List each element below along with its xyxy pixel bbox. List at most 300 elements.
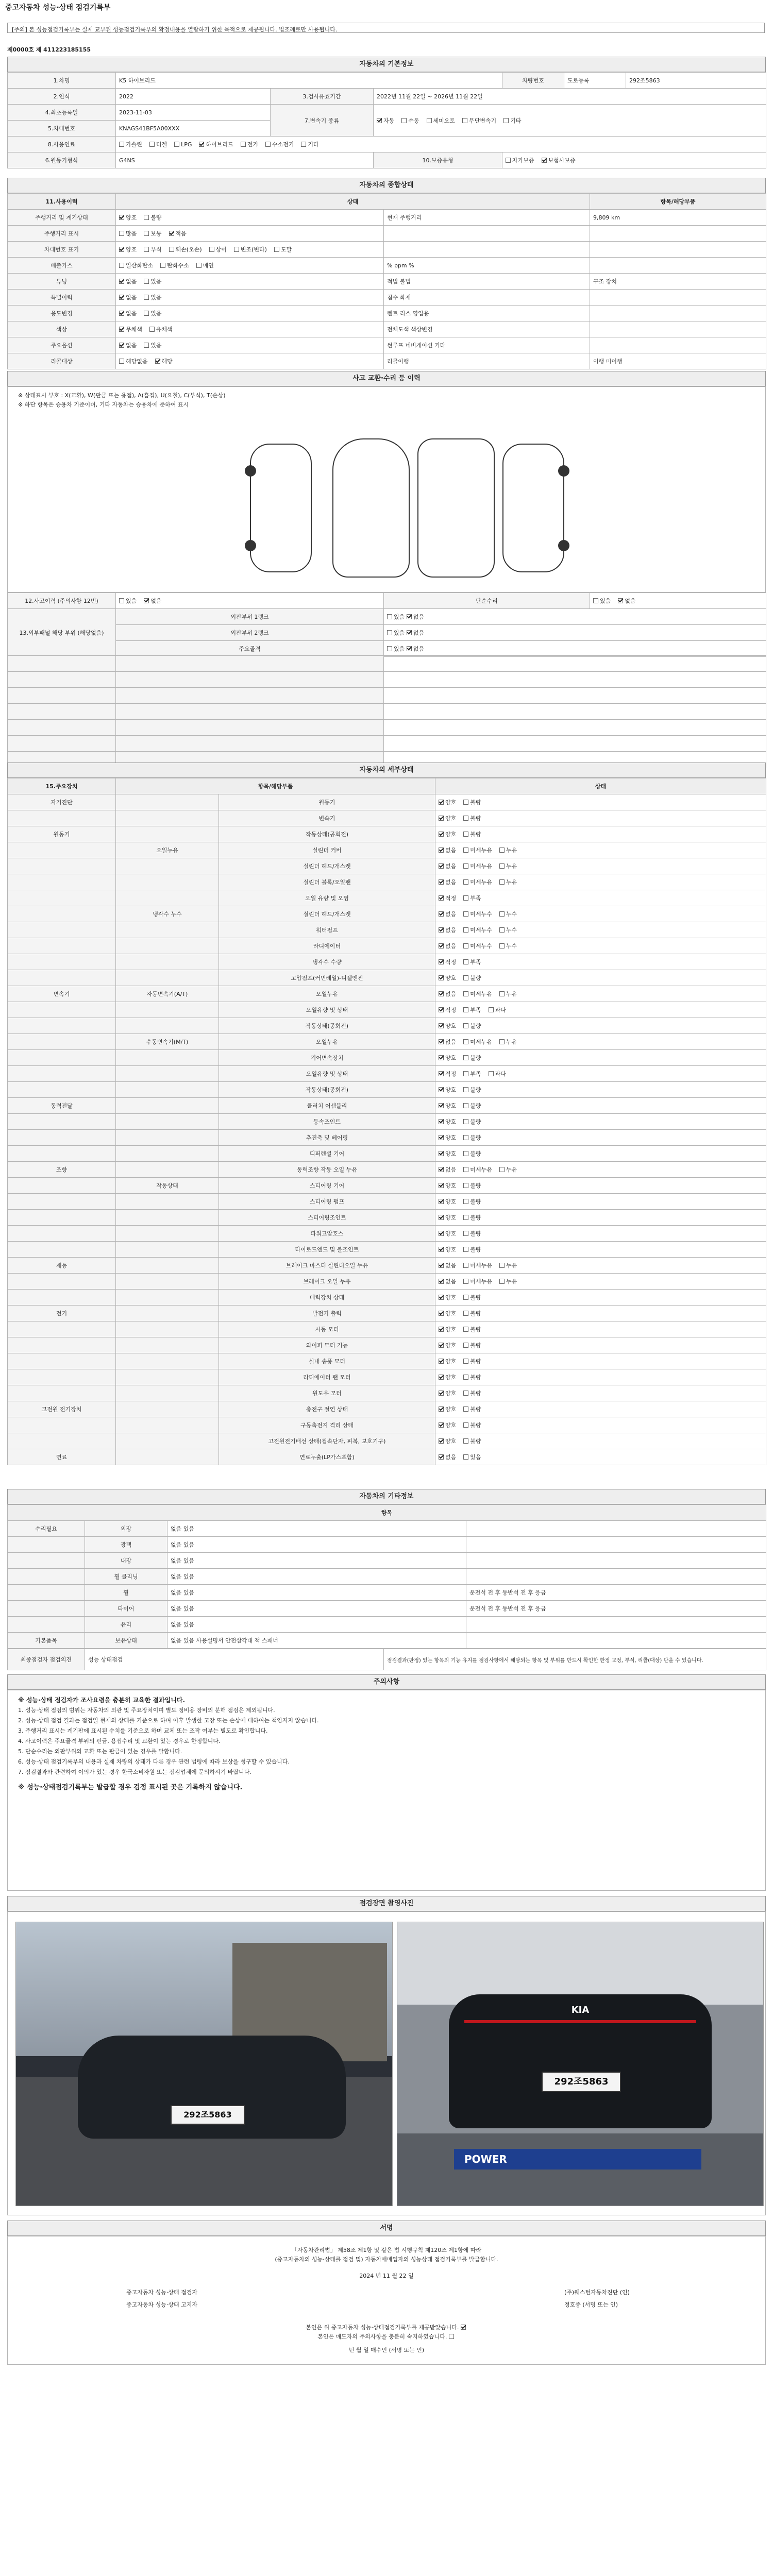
detail-state-checkbox[interactable] <box>463 1327 468 1332</box>
detail-state-option[interactable] <box>439 830 456 838</box>
detail-state-option[interactable] <box>439 1117 456 1126</box>
detail-state-checkbox[interactable] <box>463 1135 468 1140</box>
summary-checkbox[interactable] <box>169 231 174 236</box>
summary-checkbox[interactable] <box>144 295 149 300</box>
summary-option[interactable] <box>169 245 202 253</box>
detail-state-checkbox[interactable] <box>439 943 444 948</box>
detail-state-checkbox[interactable] <box>463 895 468 901</box>
detail-state-option[interactable] <box>439 814 456 822</box>
detail-state-label: 양호 <box>445 1326 457 1333</box>
summary-option[interactable] <box>274 245 292 253</box>
detail-state-checkbox[interactable] <box>439 816 444 821</box>
summary-checkbox[interactable] <box>160 263 165 268</box>
detail-state-checkbox[interactable] <box>439 800 444 805</box>
detail-state-checkbox[interactable] <box>439 1343 444 1348</box>
detail-state-option[interactable] <box>463 814 481 822</box>
fuel-checkbox[interactable] <box>149 142 155 147</box>
detail-state-option[interactable] <box>439 1357 456 1365</box>
detail-subpart <box>116 1066 219 1082</box>
summary-checkbox[interactable] <box>155 359 160 364</box>
detail-state-checkbox[interactable] <box>439 1087 444 1092</box>
transmission-checkbox[interactable] <box>401 118 407 123</box>
detail-state-checkbox[interactable] <box>463 959 468 964</box>
simple-repair-option[interactable] <box>593 597 611 605</box>
detail-state-checkbox[interactable] <box>463 1343 468 1348</box>
detail-state-option[interactable] <box>439 1389 456 1397</box>
transmission-option[interactable] <box>462 116 496 125</box>
detail-state-option[interactable] <box>489 1006 506 1014</box>
detail-state-checkbox[interactable] <box>463 1199 468 1204</box>
detail-state-option[interactable] <box>463 1453 481 1461</box>
transmission-checkbox[interactable] <box>503 118 509 123</box>
detail-state-checkbox[interactable] <box>439 1199 444 1204</box>
detail-state-checkbox[interactable] <box>463 1295 468 1300</box>
detail-state-option[interactable] <box>463 1149 481 1158</box>
detail-state-option[interactable] <box>463 1389 481 1397</box>
summary-checkbox[interactable] <box>119 327 124 332</box>
summary-option[interactable] <box>144 341 161 349</box>
summary-item-state <box>116 337 384 353</box>
detail-state-checkbox[interactable] <box>439 1215 444 1220</box>
detail-state-option[interactable] <box>499 1277 517 1285</box>
detail-state-option[interactable] <box>463 1357 481 1365</box>
detail-state-checkbox[interactable] <box>499 1263 505 1268</box>
detail-state-option[interactable] <box>439 1038 456 1046</box>
fuel-option[interactable] <box>119 140 142 148</box>
detail-state-option[interactable] <box>499 846 517 854</box>
warranty-type-checkbox[interactable] <box>506 158 511 163</box>
detail-state-option[interactable] <box>463 1245 481 1253</box>
detail-state-option[interactable] <box>439 1165 456 1174</box>
summary-option[interactable] <box>119 229 137 238</box>
detail-state-checkbox[interactable] <box>463 1391 468 1396</box>
detail-state-checkbox[interactable] <box>489 1071 494 1076</box>
detail-state-option[interactable] <box>439 974 456 982</box>
summary-option[interactable] <box>119 293 137 301</box>
detail-state-option[interactable] <box>439 894 456 902</box>
detail-state-checkbox[interactable] <box>463 1215 468 1220</box>
detail-state-checkbox[interactable] <box>439 1007 444 1012</box>
detail-state-option[interactable] <box>439 1229 456 1238</box>
detail-state-checkbox[interactable] <box>463 1311 468 1316</box>
summary-checkbox[interactable] <box>119 231 124 236</box>
detail-state-checkbox[interactable] <box>439 911 444 917</box>
detail-state-checkbox[interactable] <box>499 848 505 853</box>
summary-checkbox[interactable] <box>144 215 149 220</box>
detail-state-checkbox[interactable] <box>463 911 468 917</box>
detail-state-option[interactable] <box>499 910 517 918</box>
detail-state-checkbox[interactable] <box>463 1103 468 1108</box>
detail-state-checkbox[interactable] <box>499 1167 505 1172</box>
simple-repair-checkbox[interactable] <box>593 598 598 603</box>
detail-state-checkbox[interactable] <box>463 863 468 869</box>
summary-option[interactable] <box>119 245 137 253</box>
detail-state-option[interactable] <box>463 878 492 886</box>
agree-checkbox[interactable] <box>449 2334 454 2339</box>
transmission-checkbox[interactable] <box>462 118 467 123</box>
summary-option[interactable] <box>119 325 142 333</box>
detail-state-option[interactable] <box>463 942 492 950</box>
simple-repair-checkbox[interactable] <box>618 598 623 603</box>
summary-checkbox[interactable] <box>119 295 124 300</box>
detail-state-checkbox[interactable] <box>439 832 444 837</box>
detail-state-option[interactable] <box>499 1261 517 1269</box>
detail-state-option[interactable] <box>463 1022 481 1030</box>
detail-state-checkbox[interactable] <box>439 1039 444 1044</box>
detail-state-checkbox[interactable] <box>439 1311 444 1316</box>
fuel-checkbox[interactable] <box>241 142 246 147</box>
fuel-checkbox[interactable] <box>301 142 306 147</box>
warranty-type-option[interactable] <box>506 156 534 164</box>
detail-state-option[interactable] <box>463 1437 481 1445</box>
detail-state-option[interactable] <box>439 846 456 854</box>
detail-state <box>435 1226 766 1242</box>
detail-state-checkbox[interactable] <box>439 959 444 964</box>
detail-state-checkbox[interactable] <box>439 975 444 980</box>
detail-state-label: 없음 <box>445 991 457 997</box>
detail-state-checkbox[interactable] <box>499 991 505 996</box>
simple-repair-option[interactable] <box>618 597 635 605</box>
detail-state-checkbox[interactable] <box>463 1231 468 1236</box>
detail-state-option[interactable] <box>439 1309 456 1317</box>
transmission-option[interactable] <box>377 116 394 125</box>
summary-checkbox[interactable] <box>119 359 124 364</box>
summary-checkbox[interactable] <box>144 279 149 284</box>
transmission-option[interactable] <box>427 116 456 125</box>
fuel-option[interactable] <box>149 140 167 148</box>
detail-state-checkbox[interactable] <box>439 1231 444 1236</box>
detail-state-checkbox[interactable] <box>463 1438 468 1444</box>
detail-state-checkbox[interactable] <box>439 1247 444 1252</box>
detail-state-option[interactable] <box>499 1038 517 1046</box>
detail-state-label: 불량 <box>470 1198 481 1205</box>
summary-checkbox[interactable] <box>119 279 124 284</box>
table-row <box>8 1553 766 1569</box>
fuel-option[interactable] <box>174 141 192 148</box>
detail-state-checkbox[interactable] <box>463 816 468 821</box>
accident-checkbox[interactable] <box>119 598 124 603</box>
detail-state-checkbox[interactable] <box>439 1071 444 1076</box>
detail-state-checkbox[interactable] <box>463 800 468 805</box>
detail-state-option[interactable] <box>439 990 456 998</box>
detail-state-checkbox[interactable] <box>463 991 468 996</box>
summary-option[interactable] <box>149 325 173 333</box>
summary-option[interactable] <box>119 213 137 222</box>
detail-state-option[interactable] <box>439 1453 456 1461</box>
detail-state-option[interactable] <box>463 1213 481 1222</box>
summary-option[interactable] <box>234 245 267 253</box>
detail-state-option[interactable] <box>463 862 492 870</box>
summary-checkbox[interactable] <box>119 263 124 268</box>
detail-state-checkbox[interactable] <box>439 879 444 885</box>
detail-state-option[interactable] <box>463 1133 481 1142</box>
transmission-option[interactable] <box>503 116 521 125</box>
detail-state-option[interactable] <box>463 1277 492 1285</box>
detail-state-checkbox[interactable] <box>463 1151 468 1156</box>
summary-checkbox[interactable] <box>144 343 149 348</box>
summary-checkbox[interactable] <box>144 231 149 236</box>
summary-item-label: 주행거리 표시 <box>8 226 116 242</box>
summary-option[interactable] <box>209 245 227 253</box>
warranty-type-checkbox[interactable] <box>542 158 547 163</box>
detail-state-option[interactable] <box>463 1038 492 1046</box>
detail-part <box>8 938 116 954</box>
summary-checkbox[interactable] <box>149 327 155 332</box>
detail-state-checkbox[interactable] <box>499 1039 505 1044</box>
detail-state-checkbox[interactable] <box>439 1454 444 1460</box>
detail-state-option[interactable] <box>463 1341 481 1349</box>
detail-state-option[interactable] <box>439 1405 456 1413</box>
accident-option[interactable] <box>144 597 161 605</box>
detail-state-label: 불량 <box>470 799 481 806</box>
detail-state-option[interactable] <box>463 1405 481 1413</box>
detail-state-option[interactable] <box>463 1197 481 1206</box>
detail-state-checkbox[interactable] <box>463 1247 468 1252</box>
summary-option[interactable] <box>119 261 153 269</box>
detail-state-checkbox[interactable] <box>439 1438 444 1444</box>
summary-option[interactable] <box>119 357 148 365</box>
detail-state-option[interactable] <box>439 1421 456 1429</box>
detail-state-checkbox[interactable] <box>499 1279 505 1284</box>
detail-state-checkbox[interactable] <box>439 1327 444 1332</box>
transmission-checkbox[interactable] <box>427 118 432 123</box>
detail-state-checkbox[interactable] <box>499 943 505 948</box>
summary-checkbox[interactable] <box>169 247 174 252</box>
detail-state-checkbox[interactable] <box>439 991 444 996</box>
detail-state-checkbox[interactable] <box>439 1167 444 1172</box>
detail-state-checkbox[interactable] <box>439 1023 444 1028</box>
detail-state-checkbox[interactable] <box>439 1055 444 1060</box>
detail-state-option[interactable] <box>439 1133 456 1142</box>
fuel-option[interactable] <box>265 140 294 148</box>
detail-state-option[interactable] <box>439 958 456 966</box>
detail-state-option[interactable] <box>489 1070 506 1078</box>
other-item: 내장 <box>85 1553 167 1569</box>
detail-state-option[interactable] <box>439 1149 456 1158</box>
detail-state-option[interactable] <box>439 1181 456 1190</box>
detail-state-checkbox[interactable] <box>439 1119 444 1124</box>
detail-state-option[interactable] <box>439 1070 456 1078</box>
detail-state-checkbox[interactable] <box>439 1263 444 1268</box>
summary-checkbox[interactable] <box>119 343 124 348</box>
detail-state-checkbox[interactable] <box>499 863 505 869</box>
detail-state-option[interactable] <box>499 942 517 950</box>
detail-state-checkbox[interactable] <box>463 879 468 885</box>
detail-state-option[interactable] <box>463 1421 481 1429</box>
detail-state-checkbox[interactable] <box>463 1422 468 1428</box>
detail-state-option[interactable] <box>439 1325 456 1333</box>
detail-state-option[interactable] <box>439 1341 456 1349</box>
detail-state-option[interactable] <box>463 926 492 934</box>
detail-state-option[interactable] <box>439 862 456 870</box>
detail-state-option[interactable] <box>463 974 481 982</box>
detail-state-checkbox[interactable] <box>439 1359 444 1364</box>
detail-state-option[interactable] <box>439 1373 456 1381</box>
detail-state-option[interactable] <box>463 1293 481 1301</box>
detail-state-option[interactable] <box>463 894 481 902</box>
detail-state-option[interactable] <box>463 1054 481 1062</box>
accident-options <box>116 593 384 609</box>
fuel-option[interactable] <box>301 140 318 148</box>
detail-state-checkbox[interactable] <box>463 943 468 948</box>
detail-state-option[interactable] <box>463 1261 492 1269</box>
detail-state-option[interactable] <box>463 1373 481 1381</box>
summary-option[interactable] <box>160 261 189 269</box>
detail-state-checkbox[interactable] <box>463 1263 468 1268</box>
detail-state-checkbox[interactable] <box>463 1039 468 1044</box>
detail-state-checkbox[interactable] <box>463 1454 468 1460</box>
summary-checkbox[interactable] <box>209 247 214 252</box>
fuel-option[interactable] <box>241 140 258 148</box>
summary-checkbox[interactable] <box>119 215 124 220</box>
summary-checkbox[interactable] <box>144 247 149 252</box>
transmission-option[interactable] <box>401 116 419 125</box>
detail-state-checkbox[interactable] <box>489 1007 494 1012</box>
summary-option[interactable] <box>144 293 161 301</box>
detail-state-checkbox[interactable] <box>499 927 505 933</box>
detail-state-checkbox[interactable] <box>463 1087 468 1092</box>
detail-state-option[interactable] <box>439 1277 456 1285</box>
detail-state-checkbox[interactable] <box>463 1055 468 1060</box>
detail-state-checkbox[interactable] <box>463 1375 468 1380</box>
detail-state-option[interactable] <box>439 1022 456 1030</box>
detail-state-checkbox[interactable] <box>439 1295 444 1300</box>
detail-state-option[interactable] <box>439 1054 456 1062</box>
summary-checkbox[interactable] <box>144 311 149 316</box>
summary-option[interactable] <box>119 341 137 349</box>
detail-state-option[interactable] <box>463 958 481 966</box>
detail-state-checkbox[interactable] <box>439 1151 444 1156</box>
detail-state-option[interactable] <box>463 1229 481 1238</box>
detail-state-checkbox[interactable] <box>439 927 444 933</box>
detail-state-option[interactable] <box>439 1006 456 1014</box>
summary-checkbox[interactable] <box>196 263 201 268</box>
detail-state-checkbox[interactable] <box>439 1406 444 1412</box>
detail-state-option[interactable] <box>439 1101 456 1110</box>
detail-state-option[interactable] <box>463 1117 481 1126</box>
receive-checkbox[interactable] <box>461 2325 466 2330</box>
detail-state-option[interactable] <box>499 1165 517 1174</box>
detail-state-option[interactable] <box>439 1213 456 1222</box>
detail-item: 실린더 블록/오일팬 <box>219 874 435 890</box>
detail-state-option[interactable] <box>463 1309 481 1317</box>
detail-state-option[interactable] <box>439 1293 456 1301</box>
detail-state-option[interactable] <box>439 878 456 886</box>
detail-state-option[interactable] <box>463 990 492 998</box>
detail-state-checkbox[interactable] <box>463 1359 468 1364</box>
detail-state-option[interactable] <box>463 1070 481 1078</box>
warranty-type-option[interactable] <box>542 156 576 164</box>
transmission-checkbox[interactable] <box>377 118 382 123</box>
detail-state-option[interactable] <box>439 1197 456 1206</box>
detail-state-checkbox[interactable] <box>439 1135 444 1140</box>
summary-option[interactable] <box>119 309 137 317</box>
detail-state-checkbox[interactable] <box>463 1119 468 1124</box>
detail-state-checkbox[interactable] <box>463 848 468 853</box>
detail-state-checkbox[interactable] <box>463 975 468 980</box>
detail-state-option[interactable] <box>463 798 481 806</box>
detail-state-label: 없음 <box>445 1278 457 1285</box>
summary-checkbox[interactable] <box>234 247 239 252</box>
detail-state-option[interactable] <box>499 926 517 934</box>
detail-state-checkbox[interactable] <box>439 895 444 901</box>
detail-state-option[interactable] <box>439 942 456 950</box>
detail-state-checkbox[interactable] <box>463 1406 468 1412</box>
detail-state-checkbox[interactable] <box>499 879 505 885</box>
detail-state-checkbox[interactable] <box>463 1023 468 1028</box>
detail-state-option[interactable] <box>463 1181 481 1190</box>
detail-state-checkbox[interactable] <box>463 1183 468 1188</box>
detail-state-checkbox[interactable] <box>439 863 444 869</box>
fuel-checkbox[interactable] <box>265 142 271 147</box>
fuel-checkbox[interactable] <box>174 142 179 147</box>
detail-state-checkbox[interactable] <box>439 1103 444 1108</box>
summary-option[interactable] <box>144 213 161 222</box>
detail-state-option[interactable] <box>439 926 456 934</box>
detail-state-option[interactable] <box>439 1086 456 1094</box>
detail-state-checkbox[interactable] <box>439 1375 444 1380</box>
detail-state-checkbox[interactable] <box>463 1279 468 1284</box>
detail-state-checkbox[interactable] <box>463 832 468 837</box>
detail-state-checkbox[interactable] <box>439 1391 444 1396</box>
detail-state-option[interactable] <box>463 1325 481 1333</box>
detail-state-option[interactable] <box>463 1165 492 1174</box>
detail-state-option[interactable] <box>439 910 456 918</box>
summary-option[interactable] <box>144 229 161 238</box>
accident-option[interactable] <box>119 597 137 605</box>
detail-state-option[interactable] <box>499 990 517 998</box>
detail-state-option[interactable] <box>439 1245 456 1253</box>
detail-state-checkbox[interactable] <box>499 911 505 917</box>
summary-checkbox[interactable] <box>274 247 279 252</box>
summary-option[interactable] <box>144 277 161 285</box>
detail-state-checkbox[interactable] <box>463 1071 468 1076</box>
detail-state-checkbox[interactable] <box>463 1167 468 1172</box>
summary-option-label: 양호 <box>126 214 137 221</box>
summary-option[interactable] <box>196 261 214 269</box>
fuel-option[interactable] <box>199 140 233 148</box>
accident-checkbox[interactable] <box>144 598 149 603</box>
detail-state-option[interactable] <box>439 1437 456 1445</box>
summary-option[interactable] <box>144 245 161 253</box>
table-row <box>8 1337 766 1353</box>
summary-checkbox[interactable] <box>119 311 124 316</box>
detail-state-checkbox[interactable] <box>463 927 468 933</box>
detail-state-option[interactable] <box>439 798 456 806</box>
fuel-checkbox[interactable] <box>199 142 204 147</box>
detail-state-checkbox[interactable] <box>463 1007 468 1012</box>
detail-state-option[interactable] <box>463 830 481 838</box>
detail-state-option[interactable] <box>463 1086 481 1094</box>
summary-option[interactable] <box>144 309 161 317</box>
summary-option[interactable] <box>155 357 173 365</box>
detail-state-option[interactable] <box>499 878 517 886</box>
detail-state-option[interactable] <box>463 1101 481 1110</box>
detail-state-option[interactable] <box>499 862 517 870</box>
detail-state-checkbox[interactable] <box>439 848 444 853</box>
detail-state-option[interactable] <box>463 910 492 918</box>
detail-state-option[interactable] <box>439 1261 456 1269</box>
detail-state-checkbox[interactable] <box>439 1422 444 1428</box>
summary-checkbox[interactable] <box>119 247 124 252</box>
detail-state-checkbox[interactable] <box>439 1183 444 1188</box>
summary-option[interactable] <box>119 277 137 285</box>
detail-state-option[interactable] <box>463 846 492 854</box>
fuel-checkbox[interactable] <box>119 142 124 147</box>
detail-state-checkbox[interactable] <box>439 1279 444 1284</box>
summary-option[interactable] <box>169 229 187 238</box>
detail-state-option[interactable] <box>463 1006 481 1014</box>
